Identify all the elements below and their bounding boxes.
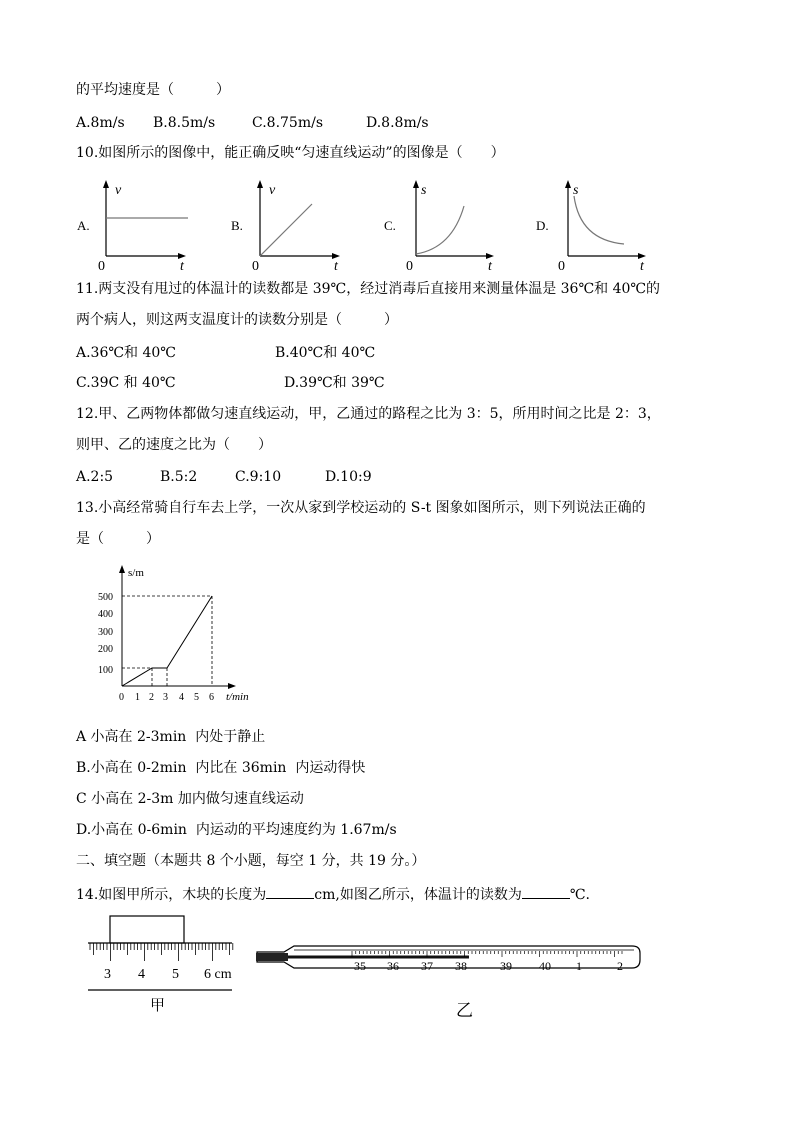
q9-stem-line: 的平均速度是（ ） [76,82,230,98]
ruler-caption: 甲 [150,998,166,1014]
ruler-label-6cm: 6 cm [204,967,232,982]
q13-option-b: B.小高在 0-2min 内比在 36min 内运动得快 [76,760,366,776]
graph-a-axis-label: v [115,183,122,198]
st-origin-label: 0 [119,692,124,703]
graph-c-curve [416,206,464,254]
q12-option-b: B.5:2 [160,469,198,485]
st-y-tick-500: 500 [98,592,113,603]
ruler-label-5: 5 [172,967,179,982]
graph-d-y-arrow [565,180,571,188]
thermo-label-39: 39 [500,959,512,973]
st-x-label: t/min [226,691,249,703]
st-y-label: s/m [128,567,144,579]
q12-option-d: D.10:9 [325,469,372,485]
graph-d-axis-label: s [573,183,579,198]
q12-stem-line1: 12.甲、乙两物体都做匀速直线运动，甲，乙通过的路程之比为 3：5，所用时间之比是 2：3， [76,406,661,422]
graph-a-y-arrow [103,180,109,188]
graph-a-t-label: t [180,259,184,274]
ruler-label-4: 4 [138,967,145,982]
graph-b-zero: 0 [252,259,259,274]
thermometer-figure [254,940,644,1020]
q9-option-b: B.8.5m/s [153,115,216,131]
q10-graph-b-letter: B. [231,218,243,233]
q10-graph-d-letter: D. [536,218,549,233]
graph-c-t-label: t [488,259,492,274]
st-x-tick-2: 2 [149,692,154,703]
st-y-tick-200: 200 [98,644,113,655]
graph-c-y-arrow [413,180,419,188]
graph-b-t-label: t [334,259,338,274]
q13-option-c: C 小高在 2-3m 加内做匀速直线运动 [76,791,304,807]
st-x-tick-5: 5 [194,692,199,703]
q9-option-c: C.8.75m/s [252,115,324,131]
q11-option-a: A.36℃和 40℃ [76,345,176,361]
q14-text-c: ℃. [569,887,590,903]
q11-option-d: D.39℃和 39℃ [284,375,385,391]
q10-graph-b [226,178,356,273]
thermo-label-36: 36 [387,959,399,973]
q9-option-d: D.8.8m/s [366,115,429,131]
q14-blank-2[interactable] [522,883,570,899]
q10-stem: 10.如图所示的图像中，能正确反映“匀速直线运动”的图像是（ ） [76,145,505,161]
q13-option-d: D.小高在 0-6min 内运动的平均速度约为 1.67m/s [76,822,397,838]
graph-d-t-label: t [640,259,644,274]
q10-graph-a [72,178,202,273]
q11-option-b: B.40℃和 40℃ [275,345,376,361]
q9-option-a: A.8m/s [76,115,125,131]
st-y-tick-300: 300 [98,627,113,638]
graph-d-zero: 0 [558,259,565,274]
ruler-figure [86,912,246,1012]
q10-graph-c [382,178,512,273]
q12-option-c: C.9:10 [235,469,282,485]
q14-text-b: cm,如图乙所示，体温计的读数为 [314,887,522,903]
q13-stem-line2: 是（ ） [76,531,160,547]
st-x-tick-3: 3 [163,692,168,703]
q10-graph-a-letter: A. [77,218,90,233]
q10-graph-c-letter: C. [384,218,396,233]
q13-stem-line1: 13.小高经常骑自行车去上学，一次从家到学校运动的 S-t 图象如图所示，则下列说法正确的 [76,500,646,516]
thermo-label-38: 38 [455,959,467,973]
thermometer-bulb [256,953,288,961]
st-x-arrow [228,683,236,689]
q10-graph-d [534,178,664,273]
graph-c-axis-label: s [421,183,427,198]
graph-d-curve [574,196,624,244]
st-chart [90,562,270,712]
q11-stem-line1: 11.两支没有甩过的体温计的读数都是 39℃，经过消毒后直接用来测量体温是 36℃和 40℃的 [76,281,661,297]
q12-stem-line2: 则甲、乙的速度之比为（ ） [76,437,272,453]
graph-b-curve [260,204,312,256]
q14-blank-1[interactable] [266,883,314,899]
graph-a-zero: 0 [98,259,105,274]
graph-c-zero: 0 [406,259,413,274]
wood-block [110,916,184,943]
q11-option-c: C.39C 和 40℃ [76,375,176,391]
st-y-arrow [119,565,125,573]
q11-stem-line2: 两个病人，则这两支温度计的读数分别是（ ） [76,312,398,328]
thermo-label-40: 40 [539,959,551,973]
graph-b-y-arrow [257,180,263,188]
thermo-label-1: 1 [576,959,582,973]
q12-option-a: A.2:5 [76,469,114,485]
st-y-tick-100: 100 [98,665,113,676]
ruler-ticks [90,943,233,961]
q13-option-a: A 小高在 2-3min 内处于静止 [76,729,266,745]
section-heading: 二、填空题（本题共 8 个小题，每空 1 分，共 19 分。） [76,853,426,869]
st-y-tick-400: 400 [98,609,113,620]
st-x-tick-6: 6 [209,692,214,703]
thermo-label-37: 37 [421,959,433,973]
st-x-tick-4: 4 [179,692,184,703]
st-series-line [122,596,212,686]
q14-text-a: 14.如图甲所示，木块的长度为 [76,887,267,903]
st-x-tick-1: 1 [135,692,140,703]
ruler-label-3: 3 [104,967,111,982]
q14-stem [76,883,590,905]
thermometer-caption: 乙 [456,1001,473,1020]
thermo-label-35: 35 [354,959,366,973]
thermo-label-2: 2 [617,959,623,973]
graph-b-axis-label: v [269,183,276,198]
